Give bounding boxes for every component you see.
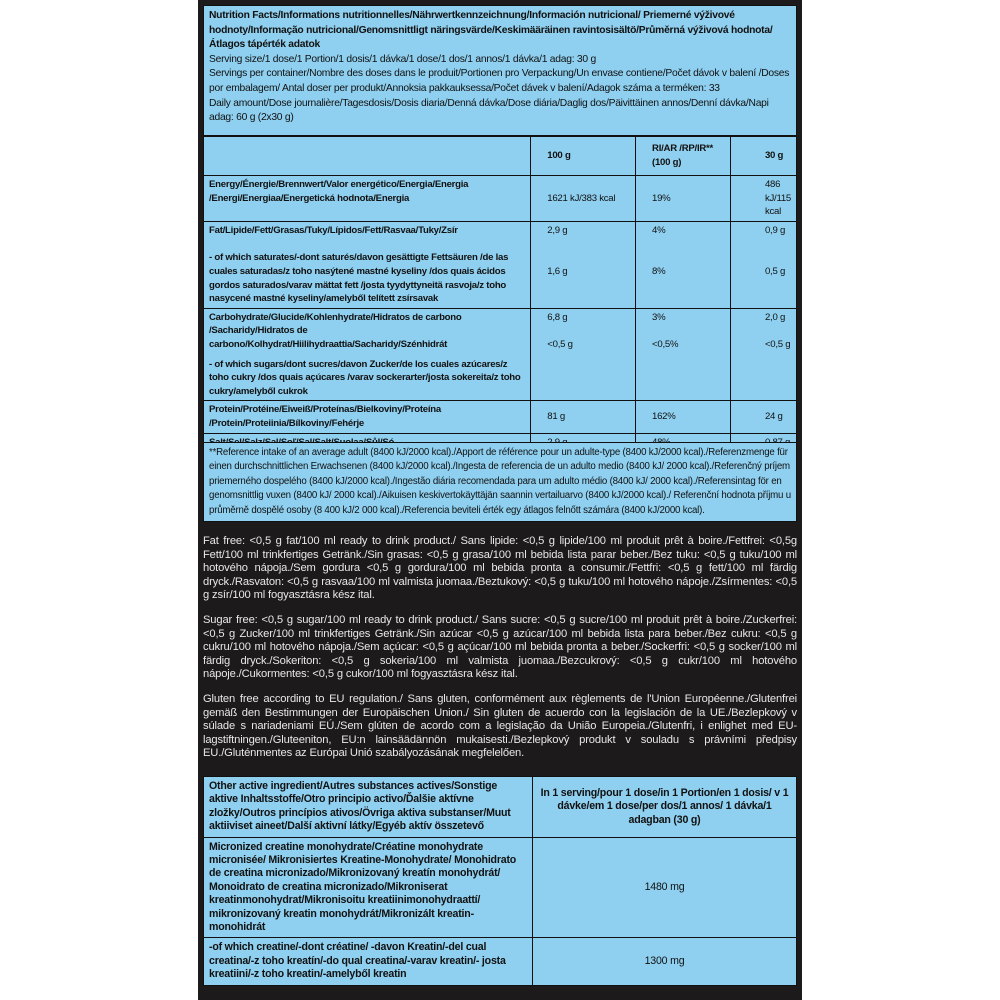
col-100g-header: 100 g (531, 137, 636, 176)
saturates-100g: 1,6 g (547, 266, 568, 278)
carbohydrate-100g: 6,8 g (547, 311, 568, 323)
sugars-30g: <0,5 g (764, 339, 791, 351)
fat-30g: 0,9 g (764, 224, 786, 236)
saturates-30g: 0,5 g (764, 266, 786, 278)
col-ri-header: RI/AR /RP/IR**(100 g) (636, 137, 731, 176)
energy-30g: 486 kJ/115 kcal (730, 176, 796, 222)
nutrition-table (203, 136, 797, 452)
fat-100g: 2,9 g (547, 224, 568, 236)
energy-label: Energy/Énergie/Brennwert/Valor energético/Energia/Energia /Energi/Energiaa/Energetická hodnota/Energia (204, 176, 531, 222)
servings-per-container: Servings per container/Nombre des doses dans le produit/Portionen pro Verpackung/Un envase contiene/Počet dávok v balení /Doses por embalagem/ Antal doser per produkt/Annoksia pakkauksessa/Počet dávek v balení/Adagok száma a terméken: 33 (209, 68, 790, 94)
table-row (204, 176, 797, 222)
claims-section (203, 535, 797, 772)
active-table-header (204, 777, 797, 838)
table-row (204, 221, 797, 308)
carbohydrate-30g: 2,0 g (764, 311, 786, 323)
energy-100g: 1621 kJ/383 kcal (531, 176, 636, 222)
per-serving-header: In 1 serving/pour 1 dose/in 1 Portion/en 1 dosis/ v 1 dávke/em 1 dose/per dos/1 annos/ 1 dávka/1 adagban (30 g) (533, 777, 797, 838)
active-ingredients-table (203, 776, 797, 986)
protein-100g: 81 g (531, 401, 636, 433)
sugars-100g: <0,5 g (547, 339, 573, 351)
table-row (204, 401, 797, 433)
creatine-label: -of which creatine/-dont créatine/ -davon Kreatin/-del cual creatina/-z toho kreatín/-do qual creatina/-varav kreatin/- josta kreatiini/-z toho kreatin/-amelyből kreatin (204, 938, 533, 985)
table-row (204, 837, 797, 938)
fat-ri: 4% (652, 224, 666, 236)
serving-size: Serving size/1 dose/1 Portion/1 dosis/1 dávka/1 dose/1 dos/1 annos/1 dávka/1 adag: 30 g (209, 53, 596, 65)
table-row (204, 938, 797, 985)
saturates-ri: 8% (652, 266, 666, 278)
fat-label: Fat/Lipide/Fett/Grasas/Tuky/Lípidos/Fett/Rasvaa/Tuky/Zsír (209, 224, 458, 236)
protein-ri: 162% (636, 401, 731, 433)
reference-intake-note: **Reference intake of an average adult (8400 kJ/2000 kcal)./Apport de référence pour un adulte-type (8400 kJ/2000 kcal)./Referenzmenge für einen durchschnittlichen Erwachsenen (8400 kJ/2000 kcal)./Ingesta de referencia de un adulto medio (8400 kJ/ 2000 kcal)./Referenčný príjem priemerného dospelého (8400 kJ/2000 kcal)./Ingestão diária recomendada para um adulto médio (8400 kJ/ 2000 kcal)./Referensintag för en genomsnittlig vuxen (8400 kJ/ 2000 kcal)./Aikuisen keskivertokäyttäjän saannin vertailuarvo (8400 kJ/2000 kcal)./ Referenční hodnota příjmu u průměrně dospělé osoby (8 400 kJ/2 000 kcal)./Referencia beviteli érték egy átlagos felnőtt számára (8400 kJ/2000 kcal). (203, 442, 797, 522)
active-ingredients-header: Other active ingredient/Autres substances actives/Sonstige aktive Inhaltsstoffe/Otro principio activo/Ďalšie aktívne zložky/Outros princípios ativos/Övriga aktiva substanser/Muut aktiiviset aineet/Další aktivní látky/Egyéb aktív összetevő (204, 777, 533, 838)
carbohydrate-ri: 3% (652, 311, 666, 323)
creatine-value: 1300 mg (533, 938, 797, 985)
nutrition-title: Nutrition Facts/Informations nutritionnelles/Nährwertkennzeichnung/Información nutricional/ Priemerné výživové hodnoty/Informação nutricional/Genomsnittligt näringsvärde/Keskimääräinen ravintosisältö/Průměrná výživová hodnota/Átlagos tápérték adatok (209, 10, 773, 51)
daily-amount: Daily amount/Dose journalière/Tagesdosis/Dosis diaria/Denná dávka/Dose diária/Daglig dos/Päivittäinen annos/Denní dávka/Napi adag: 60 g (2x30 g) (209, 97, 769, 124)
saturates-label: - of which saturates/-dont saturés/davon gesättigte Fettsäuren /de las cuales saturadas/z toho nasýtené mastné kyseliny /dos quais ácidos gordos saturados/varav mättat fett /josta tyydyttyneitä rasvoja/z toho nasycené mastné kyseliny/amelyből telített zsírsavak (209, 252, 509, 305)
fat-free-claim: Fat free: <0,5 g fat/100 ml ready to drink product./ Sans lipide: <0,5 g lipide/100 ml produit prêt à boire./Fettfrei: <0,5g Fett/100 ml trinkfertiges Getränk./Sin grasas: <0,5 g grasa/100 ml bebida lista parar beber./Bez tuku: <0,5 g tuku/100 ml hotového nápoja./Sem gordura <0,5 g gordura/100 ml bebida pronta a consumir./Fettfri: <0,5 g fett/100 ml färdig dryck./Rasvaton: <0,5 g rasvaa/100 ml valmista juomaa./Beztukový: <0,5 g tuku/100 ml hotového nápoje./Zsírmentes: <0,5 g zsír/100 ml fogyasztásra kész ital. (203, 535, 797, 602)
sugars-label: - of which sugars/dont sucres/davon Zucker/de los cuales azúcares/z toho cukry /dos quais açúcares /varav sockerarter/josta sokereita/z toho cukry/amelyből cukrok (209, 358, 521, 397)
creatine-monohydrate-value: 1480 mg (533, 837, 797, 938)
sugar-free-claim: Sugar free: <0,5 g sugar/100 ml ready to drink product./ Sans sucre: <0,5 g sucre/100 ml produit prêt à boire./Zuckerfrei: <0,5 g Zucker/100 ml trinkfertiges Getränk./Sin azúcar <0,5 g azúcar/100 ml bebida lista para beber./Bez cukru: <0,5 g cukru/100 ml hotového nápoja./Sem açúcar: <0,5 g açúcar/100 ml bebida pronta a beber./Sockerfri: <0,5 g socker/100 ml färdig dryck./Sokeriton: <0,5 g sokeria/100 ml valmista juomaa./Bezcukrový: <0,5 g cukr/100 ml hotového nápoje./Cukormentes: <0,5 g cukor/100 ml fogyasztásra kész ital. (203, 613, 797, 681)
creatine-monohydrate-label: Micronized creatine monohydrate/Créatine monohydrate micronisée/ Mikronisiertes Kreatine-Monohydrate/ Monohidrato de creatina micronizado/Mikronizovaný kreatín monohydrát/ Monoidrato de creatina micronizado/Mikroniserat kreatinmonohydrat/Mikronisoitu kreatiinimonohydraattí/ mikronizovaný kreatin monohydrát/Mikronizált kreatin-monohidrát (204, 837, 533, 938)
protein-label: Protein/Protéine/Eiweiß/Proteínas/Bielkoviny/Proteína /Protein/Proteiinia/Bílkoviny/Fehérje (204, 401, 531, 433)
carbohydrate-label: Carbohydrate/Glucide/Kohlenhydrate/Hidratos de carbono /Sacharidy/Hidratos de carbono/Kolhydrat/Hiilihydraattia/Sacharidy/Szénhidrát (209, 311, 462, 350)
energy-ri: 19% (636, 176, 731, 222)
protein-30g: 24 g (730, 401, 796, 433)
sugars-ri: <0,5% (652, 339, 679, 351)
gluten-free-claim: Gluten free according to EU regulation./ Sans gluten, conformément aux règlements de l'Union Européenne./Glutenfrei gemäß den Bestimmungen der Europäischen Union./ Sin gluten de acuerdo con la legislación de la UE./Bezlepkový v súlade s nariadeniami EÚ./Sem glúten de acordo com a legislação da União Europeia./Glutenfri, i enlighet med EU-lagstiftningen./Gluteeniton, EU:n lainsäädännön mukaisesti./Bezlepkový produkt v souladu s právními předpisy EU./Gluténmentes az Európai Unió szabályozásának megfelelően. (203, 692, 797, 760)
nutrition-header (203, 5, 797, 136)
col-30g-header: 30 g (730, 137, 796, 176)
table-row (204, 308, 797, 401)
nutrition-table-header (204, 137, 797, 176)
